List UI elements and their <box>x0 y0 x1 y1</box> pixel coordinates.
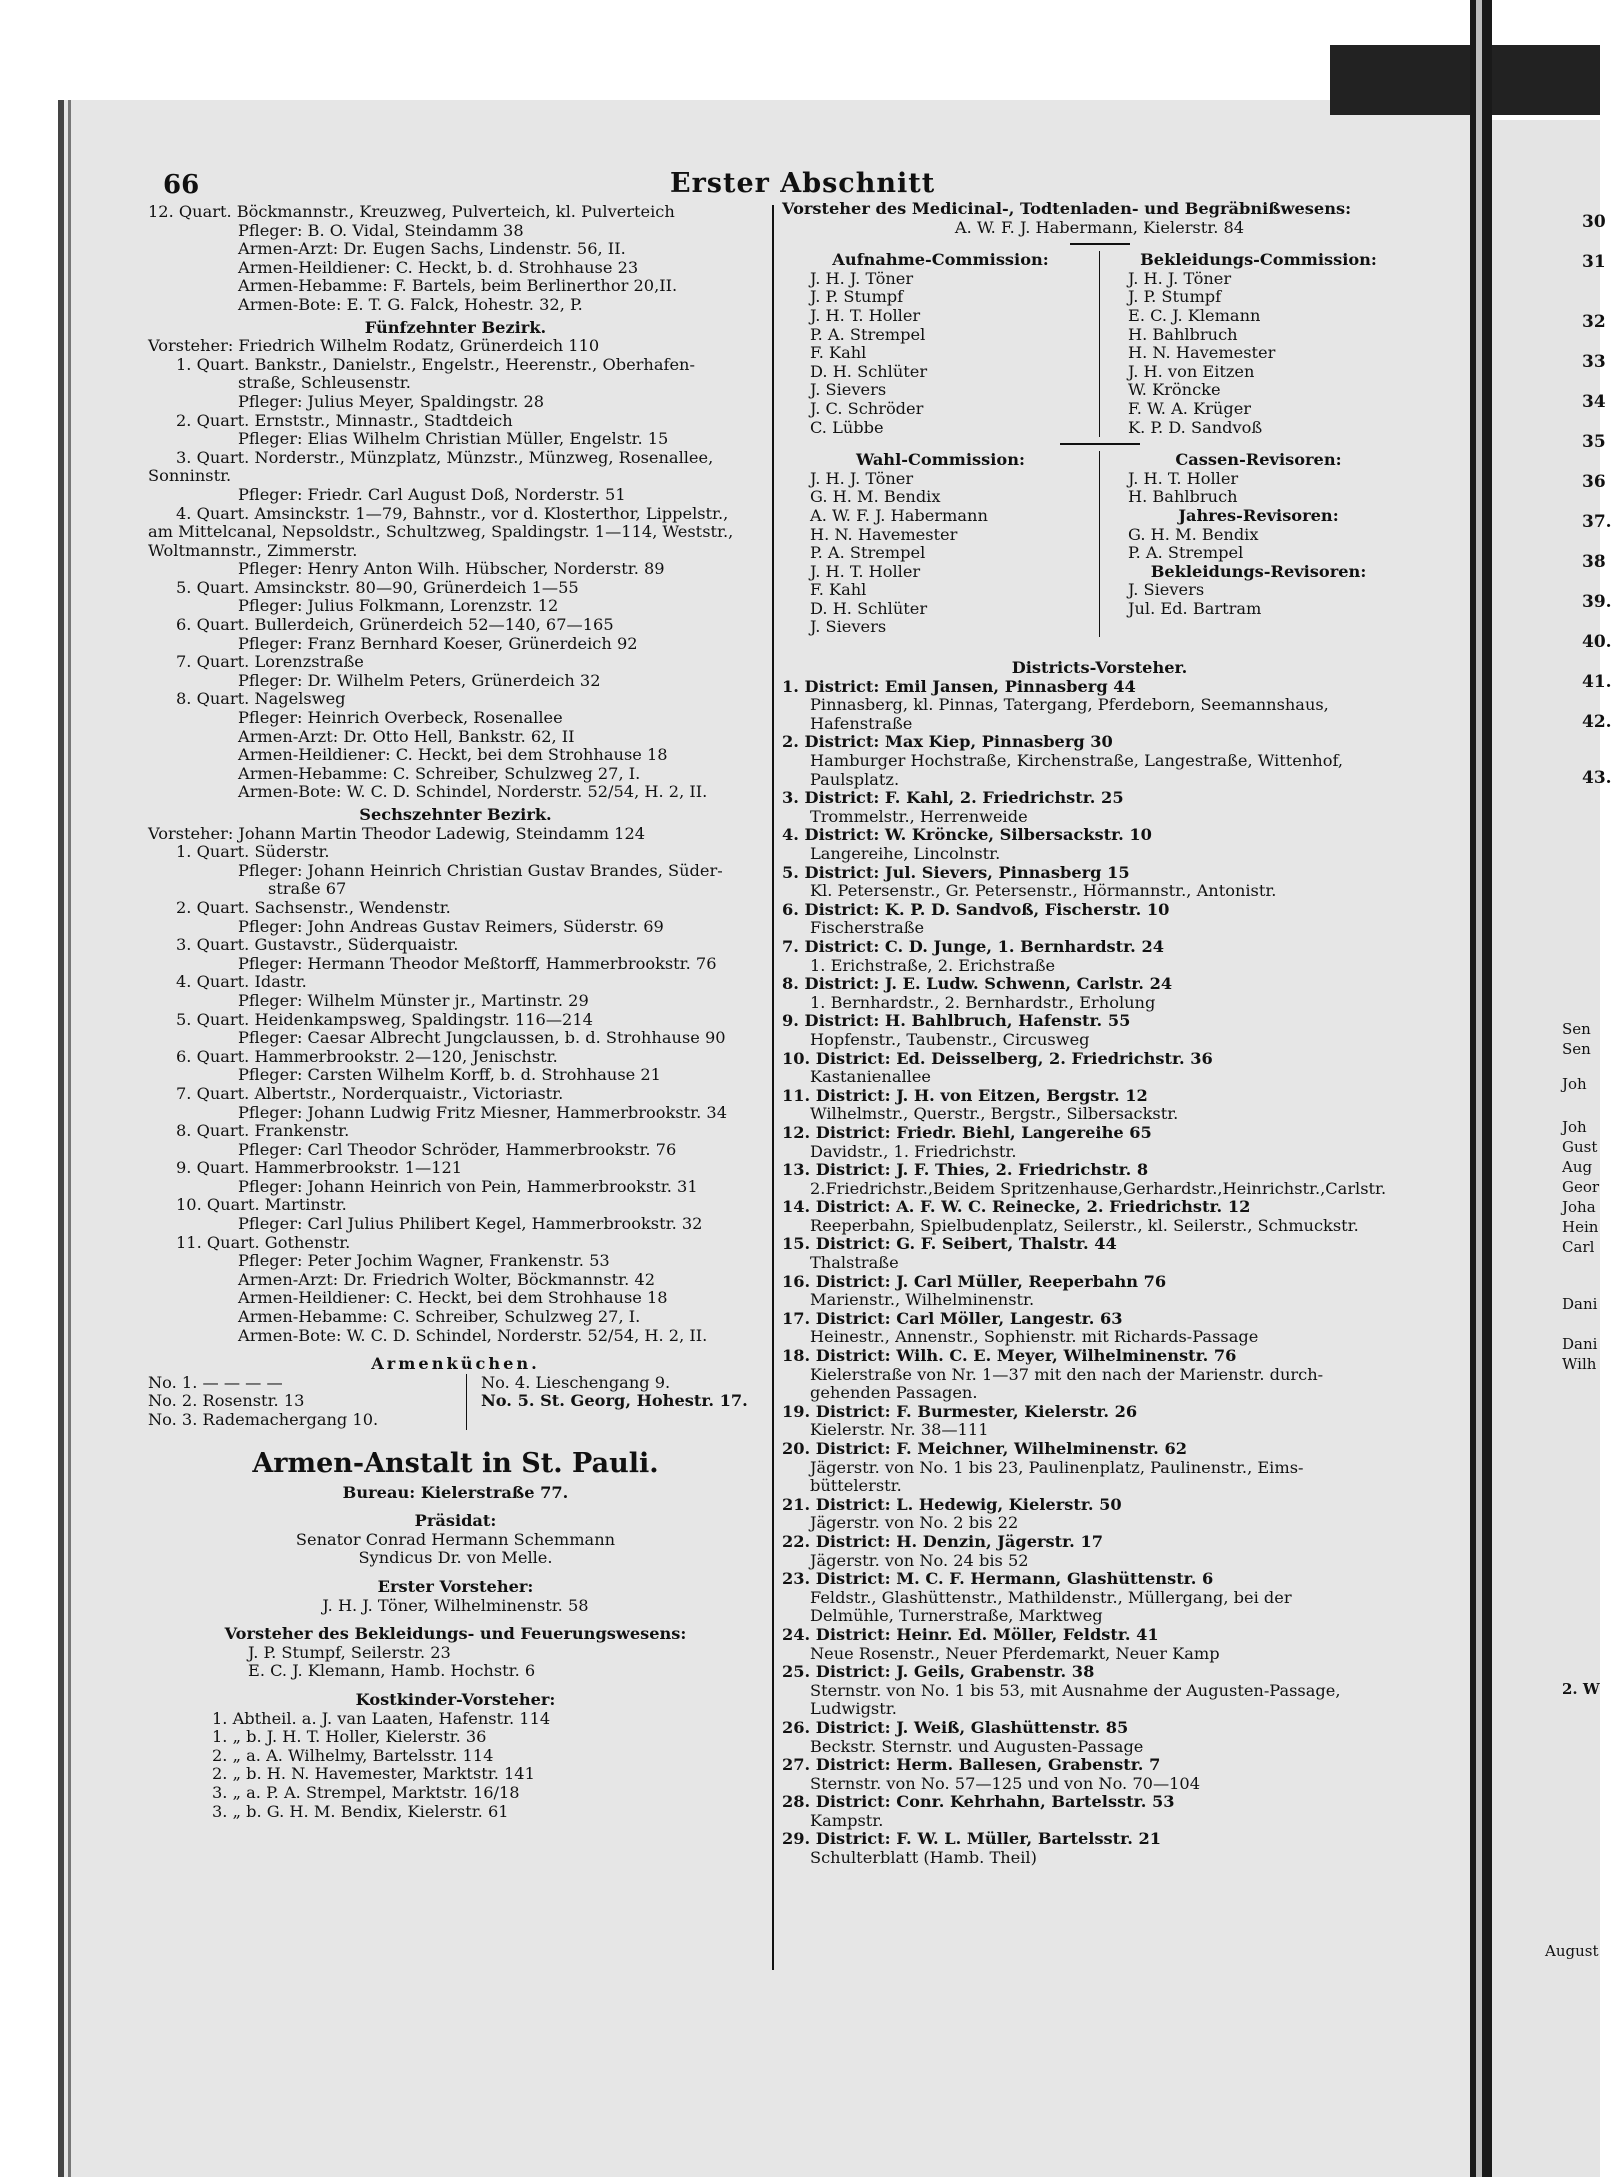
district-line: 4. District: W. Kröncke, Silbersackstr. 10 <box>782 825 1152 845</box>
next-page-number: 41. <box>1582 672 1612 692</box>
text-line: Armen-Bote: E. T. G. Falck, Hohestr. 32, P. <box>238 294 583 314</box>
district-line: 2. District: Max Kiep, Pinnasberg 30 <box>782 732 1113 752</box>
text-line: J. Sievers <box>810 380 887 400</box>
text-line: 3. „ b. G. H. M. Bendix, Kielerstr. 61 <box>212 1801 509 1821</box>
district-line: 14. District: A. F. W. C. Reinecke, 2. Friedrichstr. 12 <box>782 1197 1251 1217</box>
section-heading: Wahl-Commission: <box>856 450 1025 470</box>
district-line: 22. District: H. Denzin, Jägerstr. 17 <box>782 1531 1103 1551</box>
text-line: F. W. A. Krüger <box>1128 398 1252 418</box>
next-page-word: Joh <box>1562 1075 1587 1093</box>
next-page-word: 2. W <box>1562 1680 1600 1698</box>
text-line: Armen-Bote: W. C. D. Schindel, Norderstr. 52/54, H. 2, II. <box>238 1325 708 1345</box>
section-heading: Sechszehnter Bezirk. <box>359 805 552 824</box>
next-page-word: Sen <box>1562 1020 1591 1038</box>
district-line: Delmühle, Turnerstraße, Marktweg <box>810 1606 1103 1626</box>
text-line: Syndicus Dr. von Melle. <box>358 1548 553 1568</box>
district-line: 9. District: H. Bahlbruch, Hafenstr. 55 <box>782 1011 1131 1031</box>
text-line: 7. Quart. Lorenzstraße <box>176 652 364 672</box>
text-line: 7. Quart. Albertstr., Norderquaistr., Victoriastr. <box>176 1083 564 1103</box>
district-line: 19. District: F. Burmester, Kielerstr. 26 <box>782 1401 1138 1421</box>
aufnahme-commission <box>782 251 1100 437</box>
text-line: A. W. F. J. Habermann <box>810 505 988 525</box>
text-line: Pfleger: Heinrich Overbeck, Rosenallee <box>238 708 563 728</box>
text-line: F. Kahl <box>810 343 867 363</box>
district-line: 7. District: C. D. Junge, 1. Bernhardstr. 24 <box>782 936 1164 956</box>
text-line: 5. Quart. Heidenkampsweg, Spaldingstr. 116—214 <box>176 1009 593 1029</box>
district-line: Reeperbahn, Spielbudenplatz, Seilerstr., kl. Seilerstr., Schmuckstr. <box>810 1215 1359 1235</box>
section-heading: Vorsteher des Medicinal-, Todtenladen- und Begräbnißwesens: <box>782 199 1352 218</box>
text-line: 12. Quart. Böckmannstr., Kreuzweg, Pulverteich, kl. Pulverteich <box>148 202 675 221</box>
text-line: 6. Quart. Bullerdeich, Grünerdeich 52—140, 67—165 <box>176 615 614 635</box>
text-line: 9. Quart. Hammerbrookstr. 1—121 <box>176 1158 463 1178</box>
text-line: J. C. Schröder <box>810 398 924 418</box>
text-line: Pfleger: Henry Anton Wilh. Hübscher, Norderstr. 89 <box>238 559 665 579</box>
next-page-number: 36 <box>1582 472 1606 492</box>
wahl-commission <box>782 451 1100 637</box>
text-line: H. Bahlbruch <box>1128 324 1238 344</box>
next-page-word: Dani <box>1562 1295 1598 1313</box>
district-line: Hamburger Hochstraße, Kirchenstraße, Langestraße, Wittenhof, <box>810 751 1344 771</box>
text-line: J. Sievers <box>810 617 887 637</box>
section-heading: Aufnahme-Commission: <box>832 250 1049 270</box>
text-line: Armen-Hebamme: C. Schreiber, Schulzweg 27, I. <box>238 1307 641 1327</box>
page-number: 66 <box>163 170 200 200</box>
section-heading: Cassen-Revisoren: <box>1175 450 1342 470</box>
text-line: Pfleger: Wilhelm Münster jr., Martinstr. 29 <box>238 990 589 1010</box>
text-line: J. P. Stumpf <box>1128 287 1222 307</box>
text-line: G. H. M. Bendix <box>810 487 941 507</box>
text-line: Pfleger: Franz Bernhard Koeser, Grünerdeich 92 <box>238 633 638 653</box>
section-heading: Erster Vorsteher: <box>377 1576 534 1596</box>
text-line: Armen-Arzt: Dr. Otto Hell, Bankstr. 62, II <box>238 726 575 746</box>
district-line: Kl. Petersenstr., Gr. Petersenstr., Hörmannstr., Antonistr. <box>810 881 1277 901</box>
text-line: straße, Schleusenstr. <box>238 373 411 393</box>
district-line: 17. District: Carl Möller, Langestr. 63 <box>782 1308 1123 1328</box>
revisoren <box>1100 451 1417 637</box>
district-line: Schulterblatt (Hamb. Theil) <box>810 1848 1037 1868</box>
text-line: No. 3. Rademachergang 10. <box>148 1410 379 1429</box>
commission-block-2 <box>782 451 1417 637</box>
commission-block-1 <box>782 251 1417 437</box>
text-line: J. P. Stumpf, Seilerstr. 23 <box>248 1642 451 1662</box>
district-line: Fischerstraße <box>810 918 925 938</box>
text-line: J. H. J. Töner <box>810 468 914 488</box>
next-page-word: August <box>1545 1942 1599 1960</box>
district-line: Trommelstr., Herrenweide <box>810 806 1028 826</box>
text-line: Armen-Arzt: Dr. Friedrich Wolter, Böckmannstr. 42 <box>238 1269 656 1289</box>
kitchens-left <box>148 1374 467 1430</box>
text-line: E. C. J. Klemann, Hamb. Hochstr. 6 <box>248 1661 536 1681</box>
text-line: K. P. D. Sandvoß <box>1128 417 1263 437</box>
section-heading: Vorsteher des Bekleidungs- und Feuerungswesens: <box>224 1624 687 1644</box>
district-line: Neue Rosenstr., Neuer Pferdemarkt, Neuer Kamp <box>810 1643 1220 1663</box>
district-line: Kampstr. <box>810 1810 884 1830</box>
text-line: H. Bahlbruch <box>1128 487 1238 507</box>
next-page-number: 38 <box>1582 552 1606 572</box>
kitchens-right <box>467 1374 748 1430</box>
text-line: 5. Quart. Amsinckstr. 80—90, Grünerdeich 1—55 <box>176 577 579 597</box>
district-line: Hafenstraße <box>810 713 913 733</box>
district-line: 8. District: J. E. Ludw. Schwenn, Carlstr. 24 <box>782 974 1173 994</box>
text-line: J. H. J. Töner, Wilhelminenstr. 58 <box>322 1595 589 1615</box>
text-line: G. H. M. Bendix <box>1128 524 1259 544</box>
text-line: A. W. F. J. Habermann, Kielerstr. 84 <box>954 217 1245 237</box>
text-line: 2. „ a. A. Wilhelmy, Bartelsstr. 114 <box>212 1745 494 1765</box>
district-line: Sternstr. von No. 57—125 und von No. 70—104 <box>810 1773 1201 1793</box>
district-line: Feldstr., Glashüttenstr., Mathildenstr., Müllergang, bei der <box>810 1587 1292 1607</box>
text-line: Pfleger: Carsten Wilhelm Korff, b. d. Strohhause 21 <box>238 1065 661 1085</box>
next-page-number: 43. <box>1582 768 1612 788</box>
text-line: 6. Quart. Hammerbrookstr. 2—120, Jenischstr. <box>176 1046 558 1066</box>
district-line: 2.Friedrichstr.,Beidem Spritzenhause,Gerhardstr.,Heinrichstr.,Carlstr. <box>810 1178 1387 1198</box>
district-line: Heinestr., Annenstr., Sophienstr. mit Richards-Passage <box>810 1327 1259 1347</box>
section-heading: Jahres-Revisoren: <box>1178 505 1339 525</box>
section-heading: Kostkinder-Vorsteher: <box>355 1689 556 1709</box>
text-line: P. A. Strempel <box>1128 543 1244 563</box>
next-page-word: Aug <box>1562 1158 1593 1176</box>
text-line: 8. Quart. Nagelsweg <box>176 689 346 709</box>
next-page-word: Gust <box>1562 1138 1598 1156</box>
section-heading: Armenküchen. <box>371 1354 540 1374</box>
text-line: 8. Quart. Frankenstr. <box>176 1121 350 1141</box>
divider <box>1060 443 1140 445</box>
text-line: C. Lübbe <box>810 417 884 437</box>
district-line: 5. District: Jul. Sievers, Pinnasberg 15 <box>782 862 1130 882</box>
text-line: Pfleger: John Andreas Gustav Reimers, Süderstr. 69 <box>238 916 664 936</box>
section-heading: Bekleidungs-Commission: <box>1140 250 1377 270</box>
text-line: am Mittelcanal, Nepsoldstr., Schultzweg, Spaldingstr. 1—114, Weststr., <box>148 522 734 542</box>
next-page-word: Carl <box>1562 1238 1595 1256</box>
text-line: No. 1. — — — — <box>148 1372 283 1392</box>
next-page-number: 42. <box>1582 712 1612 732</box>
text-line: J. H. J. Töner <box>810 268 914 288</box>
district-line: 6. District: K. P. D. Sandvoß, Fischerstr. 10 <box>782 899 1170 919</box>
text-line: Pfleger: Caesar Albrecht Jungclaussen, b. d. Strohhause 90 <box>238 1028 726 1048</box>
gutter-highlight <box>1476 0 1482 2177</box>
district-line: Langereihe, Lincolnstr. <box>810 844 1001 863</box>
page-edge-dark <box>58 100 64 2177</box>
text-line: Armen-Arzt: Dr. Eugen Sachs, Lindenstr. 56, II. <box>238 239 626 259</box>
text-line: Pfleger: Peter Jochim Wagner, Frankenstr. 53 <box>238 1251 610 1271</box>
text-line: J. H. J. Töner <box>1128 268 1232 288</box>
next-page-word: Geor <box>1562 1178 1600 1196</box>
text-line: 11. Quart. Gothenstr. <box>176 1232 351 1252</box>
text-line: Pfleger: Julius Meyer, Spaldingstr. 28 <box>238 391 545 411</box>
text-line: No. 2. Rosenstr. 13 <box>148 1391 305 1411</box>
district-line: Paulsplatz. <box>810 769 900 789</box>
district-line: 12. District: Friedr. Biehl, Langereihe 65 <box>782 1122 1152 1142</box>
section-heading: Präsidat: <box>414 1511 497 1531</box>
scan-top-shadow <box>1330 45 1600 115</box>
text-line: J. Sievers <box>1128 580 1205 600</box>
district-line: 1. Erichstraße, 2. Erichstraße <box>810 955 1056 975</box>
district-line: 16. District: J. Carl Müller, Reeperbahn 76 <box>782 1271 1167 1291</box>
text-line: E. C. J. Klemann <box>1128 305 1261 325</box>
divider <box>1070 243 1130 245</box>
next-page-number: 31 <box>1582 252 1606 272</box>
text-line: Jul. Ed. Bartram <box>1128 598 1262 618</box>
text-line: Armen-Hebamme: F. Bartels, beim Berlinerthor 20,II. <box>238 276 678 296</box>
bekleidungs-commission <box>1100 251 1417 437</box>
next-page-number: 39. <box>1582 592 1612 612</box>
next-page-number: 37. <box>1582 512 1612 532</box>
district-line: 10. District: Ed. Deisselberg, 2. Friedrichstr. 36 <box>782 1048 1213 1068</box>
text-line: Armen-Heildiener: C. Heckt, bei dem Strohhause 18 <box>238 745 668 765</box>
text-line: D. H. Schlüter <box>810 361 928 381</box>
text-line: Armen-Bote: W. C. D. Schindel, Norderstr. 52/54, H. 2, II. <box>238 782 708 802</box>
text-line: 4. Quart. Idastr. <box>176 972 307 992</box>
district-line: Hopfenstr., Taubenstr., Circusweg <box>810 1029 1090 1049</box>
district-line: Pinnasberg, kl. Pinnas, Tatergang, Pferdeborn, Seemannshaus, <box>810 695 1329 715</box>
right-column <box>782 200 1417 1868</box>
text-line: H. N. Havemester <box>810 524 958 544</box>
district-line: Sternstr. von No. 1 bis 53, mit Ausnahme der Augusten-Passage, <box>810 1680 1341 1700</box>
district-line: 21. District: L. Hedewig, Kielerstr. 50 <box>782 1494 1122 1514</box>
district-line: Jägerstr. von No. 2 bis 22 <box>810 1513 1019 1533</box>
next-page-number: 32 <box>1582 312 1606 332</box>
next-page-word: Dani <box>1562 1335 1598 1353</box>
district-line: Beckstr. Sternstr. und Augusten-Passage <box>810 1736 1144 1756</box>
district-line: 13. District: J. F. Thies, 2. Friedrichstr. 8 <box>782 1160 1149 1180</box>
running-head: Erster Abschnitt <box>670 168 936 199</box>
district-line: 3. District: F. Kahl, 2. Friedrichstr. 25 <box>782 788 1124 808</box>
district-line: Marienstr., Wilhelminenstr. <box>810 1290 1035 1310</box>
district-line: Thalstraße <box>810 1253 899 1273</box>
text-line: F. Kahl <box>810 580 867 600</box>
text-line: straße 67 <box>268 879 347 899</box>
text-line: 3. Quart. Norderstr., Münzplatz, Münzstr., Münzweg, Rosenallee, <box>176 447 714 467</box>
text-line: J. H. T. Holler <box>810 305 921 325</box>
district-line: 15. District: G. F. Seibert, Thalstr. 44 <box>782 1234 1117 1254</box>
page-edge-mid <box>68 100 71 2177</box>
text-line: J. H. von Eitzen <box>1128 361 1255 381</box>
text-line: W. Kröncke <box>1128 380 1221 400</box>
next-page-word: Joha <box>1562 1198 1596 1216</box>
text-line: 2. Quart. Sachsenstr., Wendenstr. <box>176 897 451 917</box>
text-line: 3. „ a. P. A. Strempel, Marktstr. 16/18 <box>212 1782 520 1802</box>
text-line: Vorsteher: Friedrich Wilhelm Rodatz, Grünerdeich 110 <box>148 336 600 356</box>
text-line: 1. Quart. Süderstr. <box>176 842 330 862</box>
district-line: 18. District: Wilh. C. E. Meyer, Wilhelminenstr. 76 <box>782 1346 1237 1366</box>
text-line: Woltmannstr., Zimmerstr. <box>148 540 358 560</box>
text-line: Pfleger: Elias Wilhelm Christian Müller, Engelstr. 15 <box>238 429 669 449</box>
text-line: Pfleger: Johann Heinrich Christian Gustav Brandes, Süder- <box>238 860 723 880</box>
text-line: Pfleger: Carl Julius Philibert Kegel, Hammerbrookstr. 32 <box>238 1214 703 1234</box>
column-divider <box>772 205 774 1970</box>
text-line: P. A. Strempel <box>810 324 926 344</box>
district-line: Jägerstr. von No. 1 bis 23, Paulinenplatz, Paulinenstr., Eims- <box>810 1457 1304 1477</box>
kitchens-table <box>148 1374 763 1430</box>
next-page-number: 35 <box>1582 432 1606 452</box>
text-line: D. H. Schlüter <box>810 598 928 618</box>
district-line: gehenden Passagen. <box>810 1383 978 1403</box>
next-page-number: 33 <box>1582 352 1606 372</box>
text-line: 10. Quart. Martinstr. <box>176 1195 347 1215</box>
next-page-number: 34 <box>1582 392 1606 412</box>
text-line: Pfleger: Hermann Theodor Meßtorff, Hammerbrookstr. 76 <box>238 953 717 973</box>
text-line: 2. „ b. H. N. Havemester, Marktstr. 141 <box>212 1764 535 1784</box>
text-line: No. 5. St. Georg, Hohestr. 17. <box>481 1391 748 1411</box>
text-line: No. 4. Lieschengang 9. <box>481 1372 671 1392</box>
section-title: Armen-Anstalt in St. Pauli. <box>252 1447 659 1479</box>
text-line: J. P. Stumpf <box>810 287 904 307</box>
text-line: Pfleger: B. O. Vidal, Steindamm 38 <box>238 220 524 240</box>
district-line: 26. District: J. Weiß, Glashüttenstr. 85 <box>782 1717 1129 1737</box>
next-page-word: Joh <box>1562 1118 1587 1136</box>
district-line: 1. Bernhardstr., 2. Bernhardstr., Erholung <box>810 992 1156 1012</box>
district-line: Jägerstr. von No. 24 bis 52 <box>810 1550 1029 1570</box>
text-line: 1. Abtheil. a. J. van Laaten, Hafenstr. 114 <box>212 1708 551 1728</box>
text-line: Pfleger: Johann Ludwig Fritz Miesner, Hammerbrookstr. 34 <box>238 1102 727 1122</box>
text-line: J. H. T. Holler <box>1128 468 1239 488</box>
district-line: Kielerstraße von Nr. 1—37 mit den nach der Marienstr. durch- <box>810 1364 1324 1384</box>
next-page-word: Sen <box>1562 1040 1591 1058</box>
section-heading: Districts-Vorsteher. <box>1011 658 1188 678</box>
text-line: H. N. Havemester <box>1128 343 1276 363</box>
text-line: Armen-Hebamme: C. Schreiber, Schulzweg 27, I. <box>238 763 641 783</box>
text-line: 1. „ b. J. H. T. Holler, Kielerstr. 36 <box>212 1727 487 1747</box>
text-line: Pfleger: Julius Folkmann, Lorenzstr. 12 <box>238 596 559 616</box>
district-line: 25. District: J. Geils, Grabenstr. 38 <box>782 1662 1095 1682</box>
district-line: 28. District: Conr. Kehrhahn, Bartelsstr. 53 <box>782 1792 1175 1812</box>
next-page-word: Hein <box>1562 1218 1599 1236</box>
next-page-number: 30 <box>1582 212 1606 232</box>
text-line: J. H. T. Holler <box>810 561 921 581</box>
districts-list <box>782 678 1417 1868</box>
left-column <box>148 203 763 1821</box>
text-line: 3. Quart. Gustavstr., Süderquaistr. <box>176 935 459 955</box>
text-line: Sonninstr. <box>148 466 232 486</box>
district-line: büttelerstr. <box>810 1476 902 1496</box>
text-line: Pfleger: Friedr. Carl August Doß, Norderstr. 51 <box>238 484 626 504</box>
district-line: Kielerstr. Nr. 38—111 <box>810 1420 989 1440</box>
district-line: Ludwigstr. <box>810 1699 897 1719</box>
district-line: 20. District: F. Meichner, Wilhelminenstr. 62 <box>782 1439 1187 1458</box>
text-line: Bureau: Kielerstraße 77. <box>342 1482 569 1502</box>
text-line: Armen-Heildiener: C. Heckt, bei dem Strohhause 18 <box>238 1288 668 1308</box>
scan-margin <box>0 0 58 2177</box>
district-line: 27. District: Herm. Ballesen, Grabenstr. 7 <box>782 1755 1161 1775</box>
district-line: Kastanienallee <box>810 1067 931 1087</box>
next-page-number: 40. <box>1582 632 1612 652</box>
district-line: 24. District: Heinr. Ed. Möller, Feldstr. 41 <box>782 1624 1159 1644</box>
text-line: Armen-Heildiener: C. Heckt, b. d. Strohhause 23 <box>238 257 639 277</box>
text-line: Pfleger: Carl Theodor Schröder, Hammerbrookstr. 76 <box>238 1139 677 1159</box>
district-line: 1. District: Emil Jansen, Pinnasberg 44 <box>782 676 1136 696</box>
district-line: Davidstr., 1. Friedrichstr. <box>810 1141 1017 1161</box>
section-heading: Bekleidungs-Revisoren: <box>1150 561 1367 581</box>
text-line: Senator Conrad Hermann Schemmann <box>295 1529 616 1549</box>
section-heading: Fünfzehnter Bezirk. <box>364 317 547 337</box>
district-line: 23. District: M. C. F. Hermann, Glashüttenstr. 6 <box>782 1569 1214 1589</box>
district-line: 11. District: J. H. von Eitzen, Bergstr. 12 <box>782 1085 1148 1105</box>
district-line: 29. District: F. W. L. Müller, Bartelsstr. 21 <box>782 1829 1161 1849</box>
district-line: Wilhelmstr., Querstr., Bergstr., Silbersackstr. <box>810 1104 1179 1124</box>
text-line: Pfleger: Dr. Wilhelm Peters, Grünerdeich 32 <box>238 670 601 690</box>
text-line: 4. Quart. Amsinckstr. 1—79, Bahnstr., vor d. Klosterthor, Lippelstr., <box>176 503 729 523</box>
text-line: 2. Quart. Ernststr., Minnastr., Stadtdeich <box>176 410 513 430</box>
text-line: P. A. Strempel <box>810 543 926 563</box>
next-page-word: Wilh <box>1562 1355 1597 1373</box>
text-line: 1. Quart. Bankstr., Danielstr., Engelstr., Heerenstr., Oberhafen- <box>176 354 695 374</box>
text-line: Vorsteher: Johann Martin Theodor Ladewig, Steindamm 124 <box>148 823 646 843</box>
text-line: Pfleger: Johann Heinrich von Pein, Hammerbrookstr. 31 <box>238 1176 698 1196</box>
